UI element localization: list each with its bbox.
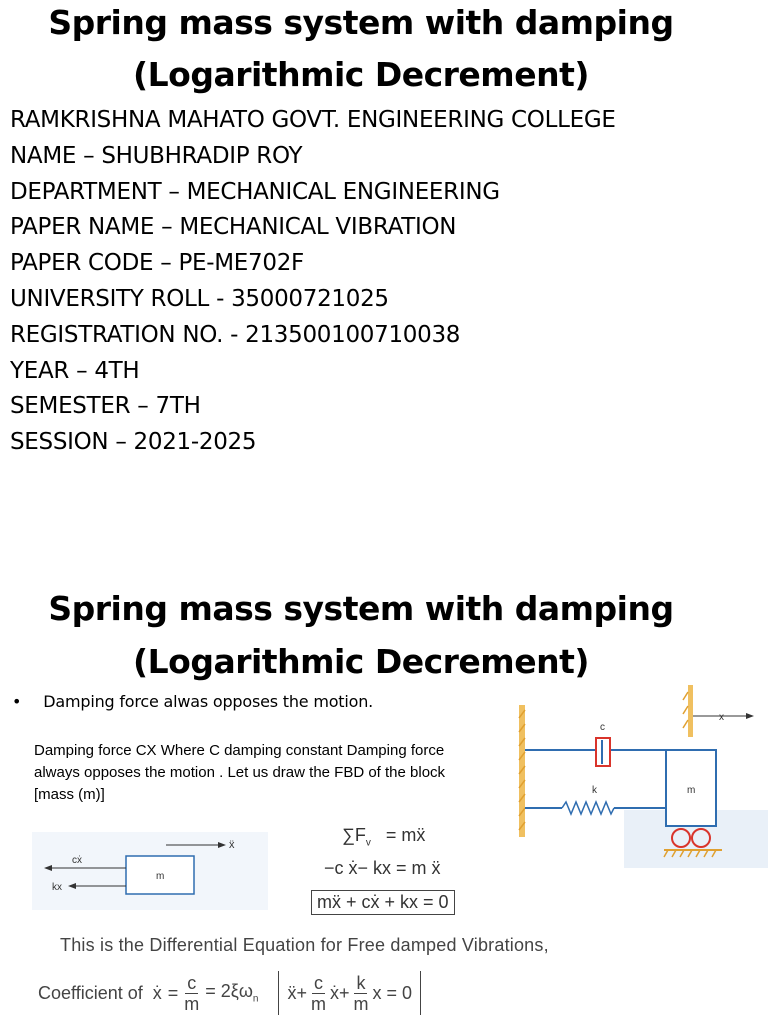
- top-right-wall: [688, 685, 693, 737]
- bracket-expression: ẍ+ $\frac{c}{m}$ ẋ+ $\frac{k}{m}$ x = 0: [278, 971, 421, 1015]
- differential-statement: This is the Differential Equation for Free damped Vibrations,: [60, 935, 549, 955]
- info-name: NAME – SHUBHRADIP ROY: [10, 142, 303, 169]
- bullet-symbol: •: [12, 692, 22, 711]
- slide1-title-line2: (Logarithmic Decrement): [133, 55, 589, 94]
- info-paper-name: PAPER NAME – MECHANICAL VIBRATION: [10, 214, 457, 241]
- bullet-text: Damping force alwas opposes the motion.: [43, 692, 374, 711]
- fraction-c-m: $\frac{c}{m}$: [184, 972, 200, 1014]
- equation-force-sum: $\sum F_v$ = mẍ: [342, 825, 426, 849]
- info-college: RAMKRISHNA MAHATO GOVT. ENGINEERING COLLEGE: [10, 107, 616, 133]
- slide2-title-line2: (Logarithmic Decrement): [133, 642, 589, 681]
- coefficient-line: Coefficient of ẋ = $\frac{c}{m}$ = $2\xi\omega_n$ ẍ+ $\frac{c}{m}$ ẋ+ $\frac{k}{m}$ x = 0: [38, 968, 421, 1018]
- system-diagram: [514, 680, 768, 870]
- label-m: m: [687, 785, 696, 796]
- equation-motion: −c ẋ− kx = m ẍ: [324, 858, 441, 878]
- info-university-roll: UNIVERSITY ROLL - 35000721025: [10, 285, 389, 312]
- label-k: k: [592, 785, 597, 796]
- info-paper-code: PAPER CODE – PE-ME702F: [10, 250, 304, 277]
- label-c: c: [600, 722, 605, 733]
- damping-paragraph: Damping force CX Where C damping constant Damping force always opposes the motion . Let us draw the FBD of the block [mass (m)]: [34, 742, 446, 803]
- fbd-diagram: [32, 826, 268, 910]
- info-year: YEAR – 4TH: [10, 357, 140, 384]
- label-x: x: [719, 712, 724, 723]
- spring: [562, 802, 614, 814]
- info-semester: SEMESTER – 7TH: [10, 393, 201, 420]
- slide2-title-line1: Spring mass system with damping: [48, 589, 674, 628]
- fbd-label-m: m: [156, 871, 165, 882]
- label-accel: ẍ: [229, 839, 235, 851]
- label-damping-force: cẋ: [72, 855, 82, 866]
- bullet-point: [12, 692, 373, 711]
- student-info-list: [10, 103, 616, 461]
- info-department: DEPARTMENT – MECHANICAL ENGINEERING: [10, 178, 500, 205]
- info-registration: REGISTRATION NO. - 213500100710038: [10, 321, 461, 348]
- label-spring-force: kx: [52, 882, 62, 893]
- slide1-title-line1: Spring mass system with damping: [48, 3, 674, 42]
- info-session: SESSION – 2021-2025: [10, 429, 257, 456]
- equation-differential-boxed: mẍ + cẋ + kx = 0: [311, 890, 455, 915]
